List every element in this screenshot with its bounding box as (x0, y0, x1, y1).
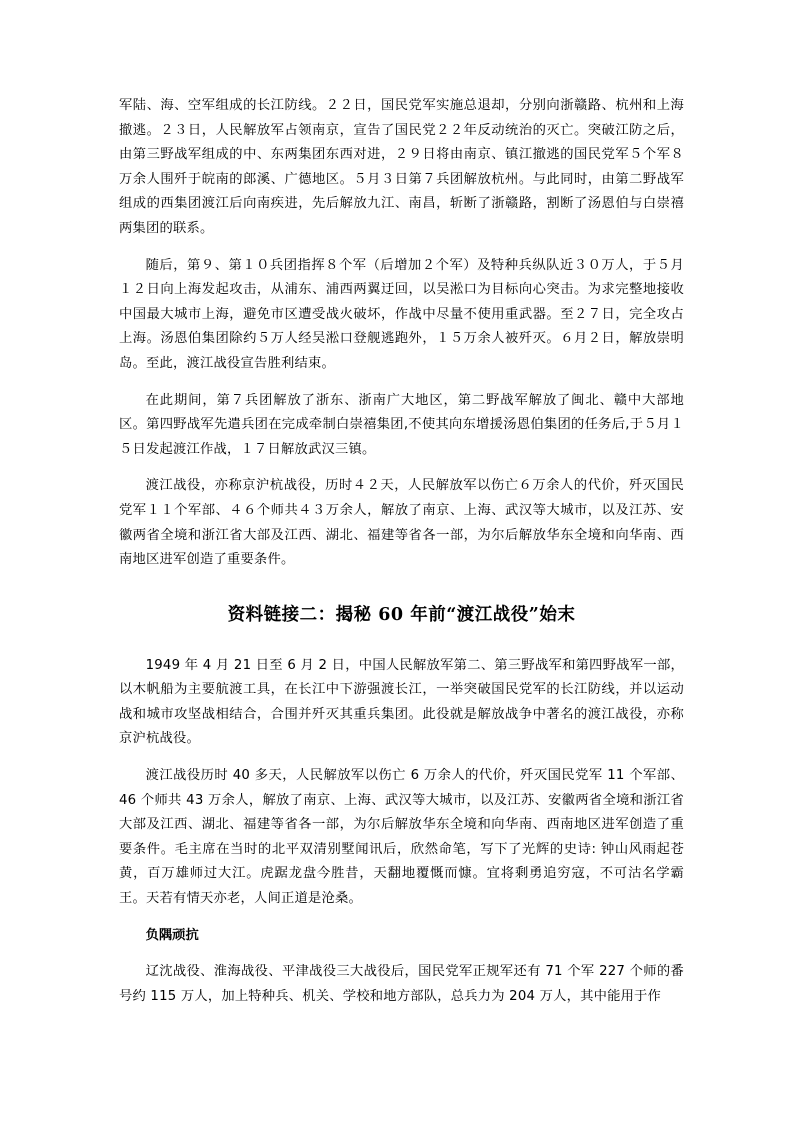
document-page (119, 94, 684, 1009)
section-title: 资料链接二：揭秘 60 年前“渡江战役”始末 (227, 604, 576, 625)
paragraph-3: 在此期间，第７兵团解放了浙东、浙南广大地区，第二野战军解放了闽北、赣中大部地区。第四野战军先遣兵团在完成牵制白崇禧集团,不使其向东增援汤恩伯集团的任务后,于５月１５日发起渡江作战，１７日解放武汉三镇。 (119, 392, 684, 457)
paragraph-5: 1949 年 4 月 21 日至 6 月 2 日，中国人民解放军第二、第三野战军和第四野战军一部，以木帆船为主要航渡工具，在长江中下游强渡长江，一举突破国民党军的长江防线，并以运动战和城市攻坚战相结合，合围并歼灭其重兵集团。此役就是解放战争中著名的渡江战役，亦称京沪杭战役。 (119, 657, 684, 747)
subheading: 负隅顽抗 (145, 927, 199, 943)
paragraph-4: 渡江战役，亦称京沪杭战役，历时４２天，人民解放军以伤亡６万余人的代价，歼灭国民党军１１个军部、４６个师共４３万余人，解放了南京、上海、武汉等大城市，以及江苏、安徽两省全境和浙江省大部及江西、湖北、福建等省各一部，为尔后解放华东全境和向华南、西南地区进军创造了重要条件。 (119, 478, 684, 568)
paragraph-1: 军陆、海、空军组成的长江防线。２２日，国民党军实施总退却，分别向浙赣路、杭州和上海撤逃。２３日，人民解放军占领南京，宣告了国民党２２年反动统治的灭亡。突破江防之后，由第三野战军组成的中、东两集团东西对进，２９日将由南京、镇江撤逃的国民党军５个军８万余人围歼于皖南的郎溪、广德地区。５月３日第７兵团解放杭州。与此同时，由第二野战军组成的西集团渡江后向南疾进，先后解放九江、南昌，斩断了浙赣路，割断了汤恩伯与白崇禧两集团的联系。 (119, 98, 684, 236)
paragraph-2: 随后，第９、第１０兵团指挥８个军（后增加２个军）及特种兵纵队近３０万人，于５月１２日向上海发起攻击，从浦东、浦西两翼迂回，以吴淞口为目标向心突击。为求完整地接收中国最大城市上海，避免市区遭受战火破坏，作战中尽量不使用重武器。至２７日，完全攻占上海。汤恩伯集团除约５万人经吴淞口登舰逃跑外，１５万余人被歼灭。６月２日，解放崇明岛。至此，渡江战役宣告胜利结束。 (119, 257, 684, 371)
paragraph-7: 辽沈战役、淮海战役、平津战役三大战役后，国民党军正规军还有 71 个军 227 个师的番号约 115 万人，加上特种兵、机关、学校和地方部队，总兵力为 204 万人，其中能用于作 (119, 964, 684, 1004)
paragraph-6: 渡江战役历时 40 多天，人民解放军以伤亡 6 万余人的代价，歼灭国民党军 11 个军部、46 个师共 43 万余人，解放了南京、上海、武汉等大城市，以及江苏、安徽两省全境和浙江省大部及江西、湖北、福建等省各一部，为尔后解放华东全境和向华南、西南地区进军创造了重要条件。毛主席在当时的北平双清别墅闻讯后，欣然命笔，写下了光辉的史诗: 钟山风雨起苍黄，百万雄师过大江。虎踞龙盘今胜昔，天翻地覆慨而慷。宜将剩勇追穷寇，不可沽名学霸王。天若有情天亦老，人间正道是沧桑。 (119, 768, 684, 907)
